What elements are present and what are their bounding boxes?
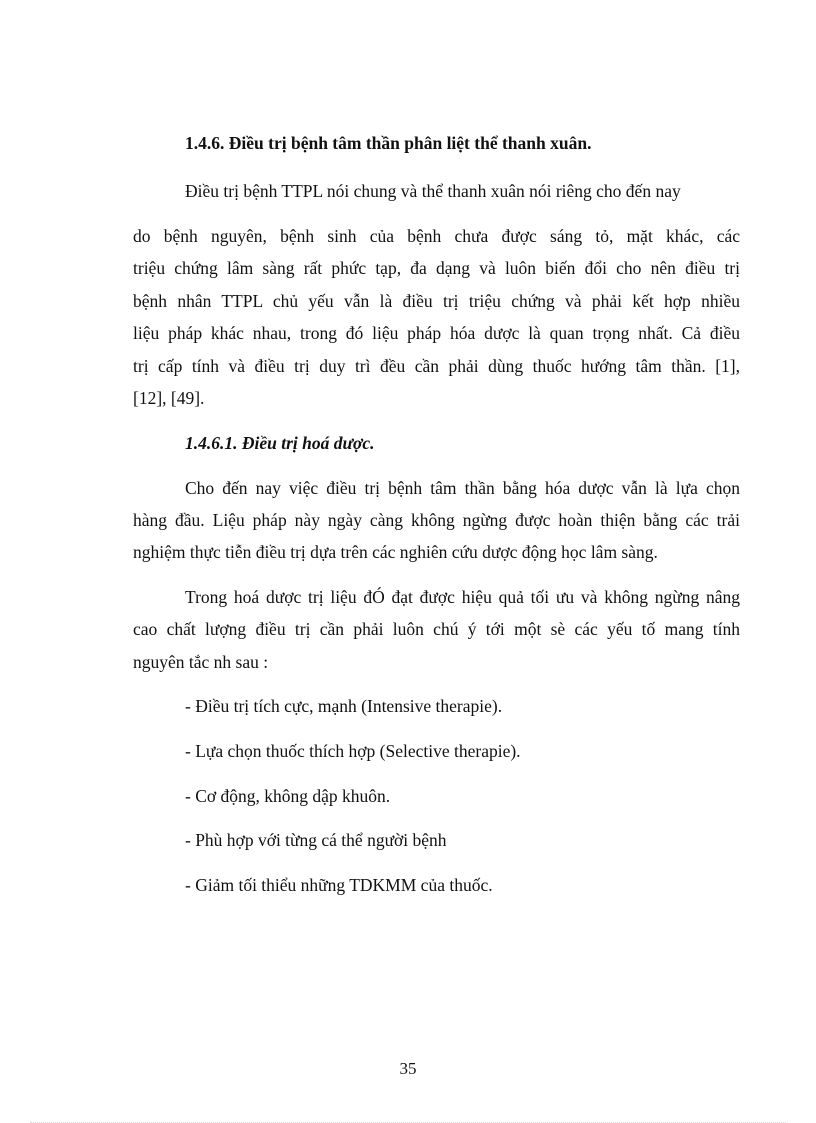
paragraph-line: bệnh nhân TTPL chủ yếu vẫn là điều trị triệu chứng và phải kết hợp nhiều bbox=[133, 291, 740, 311]
list-item: - Điều trị tích cực, mạnh (Intensive therapie). bbox=[185, 696, 503, 716]
paragraph-line: Cho đến nay việc điều trị bệnh tâm thần bằng hóa dược vẫn là lựa chọn bbox=[185, 478, 740, 498]
paragraph-line: Trong hoá dược trị liệu đÓ đạt được hiệu quả tối ưu và không ngừng nâng bbox=[185, 587, 740, 607]
page-number: 35 bbox=[399, 1059, 417, 1078]
paragraph-line: liệu pháp khác nhau, trong đó liệu pháp hóa dược là quan trọng nhất. Cả điều bbox=[133, 323, 740, 343]
paragraph-line: [12], [49]. bbox=[133, 388, 205, 408]
list-item: - Giảm tối thiểu những TDKMM của thuốc. bbox=[185, 875, 493, 895]
subsection-heading: 1.4.6.1. Điều trị hoá dược. bbox=[185, 433, 375, 453]
paragraph-line: do bệnh nguyên, bệnh sinh của bệnh chưa được sáng tỏ, mặt khác, các bbox=[133, 226, 740, 246]
paragraph-line: cao chất lượng điều trị cần phải luôn chú ý tới một sè các yếu tố mang tính bbox=[133, 619, 740, 639]
section-heading: 1.4.6. Điều trị bệnh tâm thần phân liệt thể thanh xuân. bbox=[185, 133, 592, 153]
list-item: - Lựa chọn thuốc thích hợp (Selective therapie). bbox=[185, 741, 521, 761]
paragraph-line: nguyên tắc nh sau : bbox=[133, 652, 269, 672]
list-item: - Cơ động, không dập khuôn. bbox=[185, 786, 391, 806]
paragraph-line: hàng đầu. Liệu pháp này ngày càng không ngừng được hoàn thiện bằng các trải bbox=[133, 510, 740, 530]
list-item: - Phù hợp với từng cá thể người bệnh bbox=[185, 830, 447, 850]
intro-line: Điều trị bệnh TTPL nói chung và thể thanh xuân nói riêng cho đến nay bbox=[185, 181, 681, 201]
paragraph-line: triệu chứng lâm sàng rất phức tạp, đa dạng và luôn biến đổi cho nên điều trị bbox=[133, 258, 740, 278]
paragraph-line: trị cấp tính và điều trị duy trì đều cần phải dùng thuốc hướng tâm thần. [1], bbox=[133, 356, 740, 376]
paragraph-line: nghiệm thực tiễn điều trị dựa trên các nghiên cứu dược động học lâm sàng. bbox=[133, 542, 658, 562]
